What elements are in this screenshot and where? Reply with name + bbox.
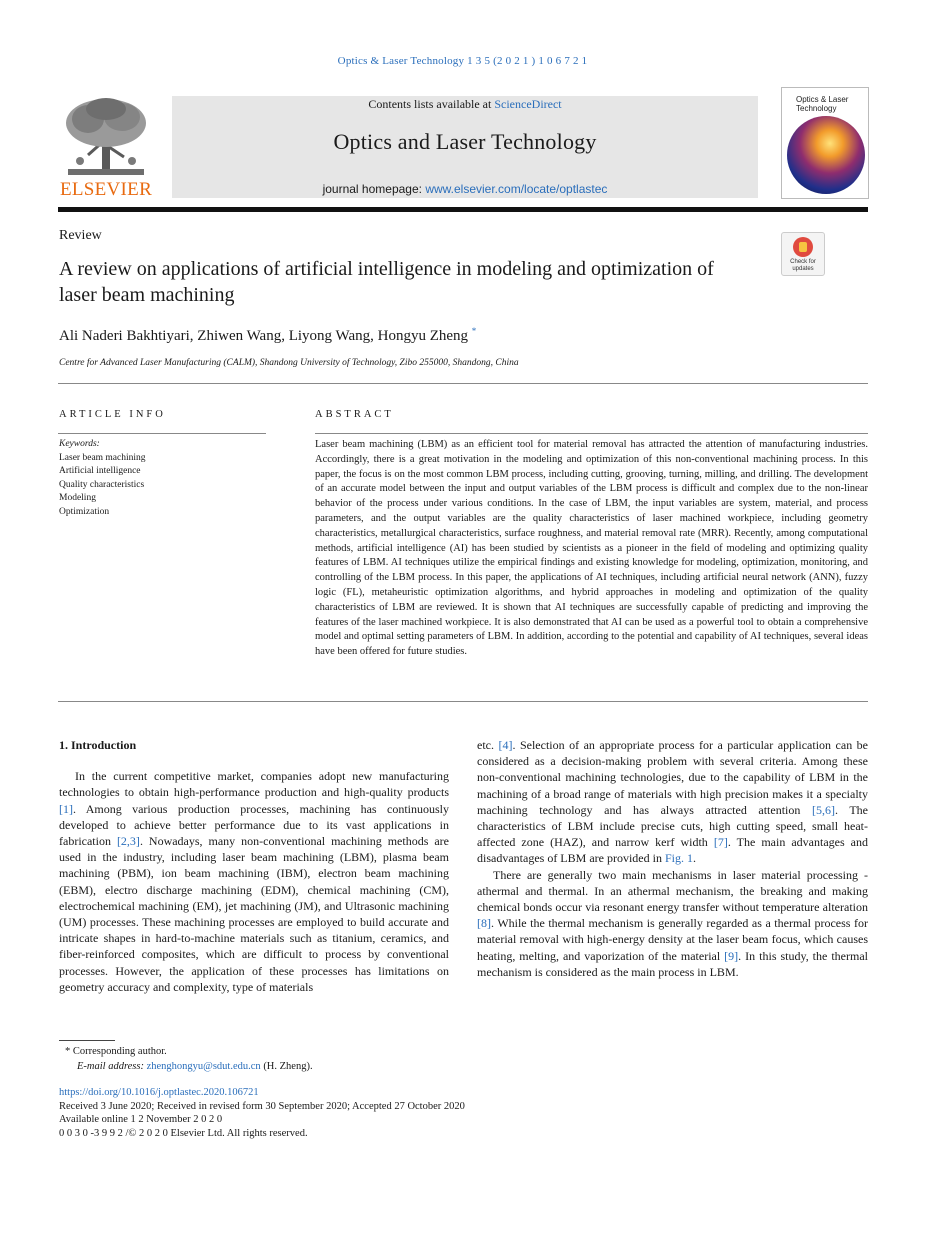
corresponding-author-mark[interactable]: *	[471, 326, 477, 336]
check-for-updates-label: Check for updates	[790, 259, 816, 272]
contents-available	[172, 97, 758, 112]
citation-link[interactable]: [5,6]	[811, 802, 835, 817]
text-run: . The main advantages and disadvantages of LBM are provided in	[477, 835, 868, 866]
abstract-bottom-divider	[58, 701, 868, 702]
citation-link[interactable]: [2,3]	[116, 834, 140, 849]
text-run: . Nowadays, many non-conventional machining methods are used in the industry, including laser beam machining (LBM), plasma beam machining (PBM), ion beam machining (IBM), electron beam machining (EBM), electro discharge machining (EDM), chemical machining (CM), electrochemical machining (EM), jet machining (JM), and Ultrasonic machining (UM) processes. These machining processes are employed to build accurate and intricate shapes in hard-to-machine materials such as titanium, ceramics, and fiber-reinforced composites, which are difficult to process by conventional processes. However, the application of these processes has limitations on geometry accuracy and complexity, type of materials	[59, 834, 449, 994]
elsevier-logo[interactable]	[58, 95, 154, 199]
text-run: In the current competitive market, companies adopt new manufacturing technologies to obtain high-performance production and high-quality products	[59, 769, 449, 800]
doi-link[interactable]: https://doi.org/10.1016/j.optlastec.2020.106721	[59, 1087, 259, 1098]
text-run: . Selection of an appropriate process for a particular application can be considered as a decision-making problem with several criteria. Among these non-conventional machining technologies, due to the capability of LBM in the machining of a broad range of materials with high precision makes it a specialty machining technology and has always attracted attention	[477, 738, 868, 817]
footnote-divider	[59, 1040, 115, 1041]
intro-paragraph-1-continued	[477, 737, 868, 867]
text-run: etc.	[477, 738, 499, 752]
article-info-divider	[58, 433, 266, 434]
text-run: There are generally two main mechanisms in laser material processing - athermal and thermal. In an athermal mechanism, the breaking and making chemical bonds occur via resonant energy transfer without temperature alteration	[477, 867, 868, 915]
citation-link[interactable]: [1]	[59, 801, 73, 816]
abstract-text: Laser beam machining (LBM) as an efficient tool for material removal has attracted the attention of manufacturing industries. Accordingly, there is a great motivation in the modeling and optimization of this non-conventional machining process. In this paper, the focus is on the most common LBM process, including cutting, grooving, turning, milling, and drilling. The development of an accurate model between the input and output variables of the LBM process is difficult and complex due to the non-linear behavior of the process under various conditions. In the case of LBM, the input variables are system, material, and process parameters, and the output variables are the quality characteristics of laser machined workpiece, including geometry characteristics, metallurgical characteristics, surface roughness, and material removal rate (MRR). Recently, among computational methods, artificial intelligence (AI) has been studied by scientists as a pioneer in the field of modeling and optimizing quality features of LBM. AI techniques utilize the empirical findings and existing knowledge for modeling, optimization, monitoring, and controlling of the LBM process. In this paper, the applications of AI techniques, including artificial neural network (ANN), fuzzy logic (FL), metaheuristic optimization algorithms, and hybrid approaches in modeling and optimization of the quality characteristics of LBM are reviewed. It is shown that AI techniques are successfully capable of predicting and improving the features of the laser machined workpiece. It is also demonstrated that AI can be used as a powerful tool to obtain a comprehensive model and optimal setting parameters of LBM. In addition, according to the potential and capability of AI techniques, several ideas have been offered for future studies.	[315, 439, 868, 658]
keywords-heading: Keywords:	[59, 439, 100, 449]
text-run: . While the thermal mechanism is generally regarded as a thermal process for material removal with high-energy density at the laser beam focus, which causes heating, melting, and vaporization of the material	[477, 916, 868, 963]
text-run: .	[692, 851, 696, 866]
footnote-star: *	[65, 1046, 71, 1057]
intro-paragraph-2	[477, 867, 868, 980]
text-run: . The characteristics of LBM include precise cuts, high cutting speed, small heat-affected zone (HAZ), and narrow kerf width	[477, 802, 868, 850]
footnote	[59, 1044, 313, 1074]
corresponding-label: Corresponding author.	[72, 1046, 167, 1057]
available-online: Available online 1 2 November 2 0 2 0	[59, 1114, 223, 1126]
keyword-item: Laser beam machining	[59, 452, 146, 463]
abstract-divider	[315, 433, 868, 434]
citation-link[interactable]: [7]	[713, 835, 728, 850]
citation-link[interactable]: [8]	[477, 916, 491, 931]
abstract-heading: ABSTRACT	[315, 409, 394, 420]
citation-link[interactable]: [9]	[724, 948, 739, 963]
article-info-heading: ARTICLE INFO	[59, 409, 166, 420]
received-dates: Received 3 June 2020; Received in revised form 30 September 2020; Accepted 27 October 2020	[59, 1100, 465, 1112]
figure-link[interactable]: Fig. 1	[664, 851, 693, 866]
publication-info	[59, 1086, 465, 1141]
body-column-right	[477, 737, 868, 980]
author-list	[59, 326, 476, 345]
keyword-item: Quality characteristics	[59, 479, 145, 490]
keyword-item: Modeling	[59, 493, 96, 503]
header-divider	[58, 207, 868, 212]
sciencedirect-link[interactable]: ScienceDirect	[494, 97, 562, 111]
section-divider	[58, 383, 868, 384]
section-heading-introduction: 1. Introduction	[59, 738, 137, 752]
homepage-link[interactable]: www.elsevier.com/locate/optlastec	[425, 182, 608, 196]
contents-prefix: Contents lists available at	[368, 97, 495, 111]
text-run: . Among various production processes, machining has continuously developed to achieve better performance due to its vast applications in fabrication	[59, 801, 449, 849]
journal-masthead	[172, 96, 758, 198]
journal-cover-thumbnail[interactable]	[781, 87, 869, 199]
check-for-updates-button[interactable]	[781, 232, 825, 276]
journal-homepage	[172, 182, 758, 196]
elsevier-wordmark: ELSEVIER	[59, 179, 153, 200]
text-run: . In this study, the thermal mechanism is considered as the main process in LBM.	[477, 948, 868, 979]
email-link[interactable]: zhenghongyu@sdut.edu.cn	[146, 1061, 261, 1072]
citation-link[interactable]: [4]	[498, 738, 513, 752]
email-label: E-mail address:	[77, 1061, 147, 1072]
homepage-prefix: journal homepage:	[322, 182, 426, 196]
article-title: A review on applications of artificial intelligence in modeling and optimization of laser beam machining	[59, 258, 714, 306]
corresponding-author-note	[59, 1044, 313, 1059]
article-type: Review	[59, 228, 102, 243]
email-name: (H. Zheng).	[260, 1061, 313, 1072]
email-line	[77, 1059, 313, 1074]
journal-reference-link[interactable]: Optics & Laser Technology 1 3 5 (2 0 2 1 ) 1 0 6 7 2 1	[337, 55, 588, 67]
keyword-item: Optimization	[59, 506, 110, 517]
elsevier-tree-icon	[58, 95, 154, 177]
journal-cover-image-icon	[787, 116, 865, 194]
journal-title: Optics and Laser Technology	[333, 129, 597, 154]
body-column-left	[59, 737, 449, 995]
author-names: Ali Naderi Bakhtiyari, Zhiwen Wang, Liyong Wang, Hongyu Zheng	[59, 328, 469, 344]
keywords-block	[59, 438, 267, 519]
intro-paragraph-1	[59, 768, 449, 995]
check-for-updates-icon	[793, 237, 813, 257]
keyword-item: Artificial intelligence	[59, 466, 141, 476]
affiliation: Centre for Advanced Laser Manufacturing (CALM), Shandong University of Technology, Zibo 255000, Shandong, China	[59, 358, 519, 368]
cover-title: Optics & Laser Technology	[796, 95, 849, 113]
copyright: 0 0 3 0 -3 9 9 2 /© 2 0 2 0 Elsevier Ltd. All rights reserved.	[59, 1128, 308, 1140]
